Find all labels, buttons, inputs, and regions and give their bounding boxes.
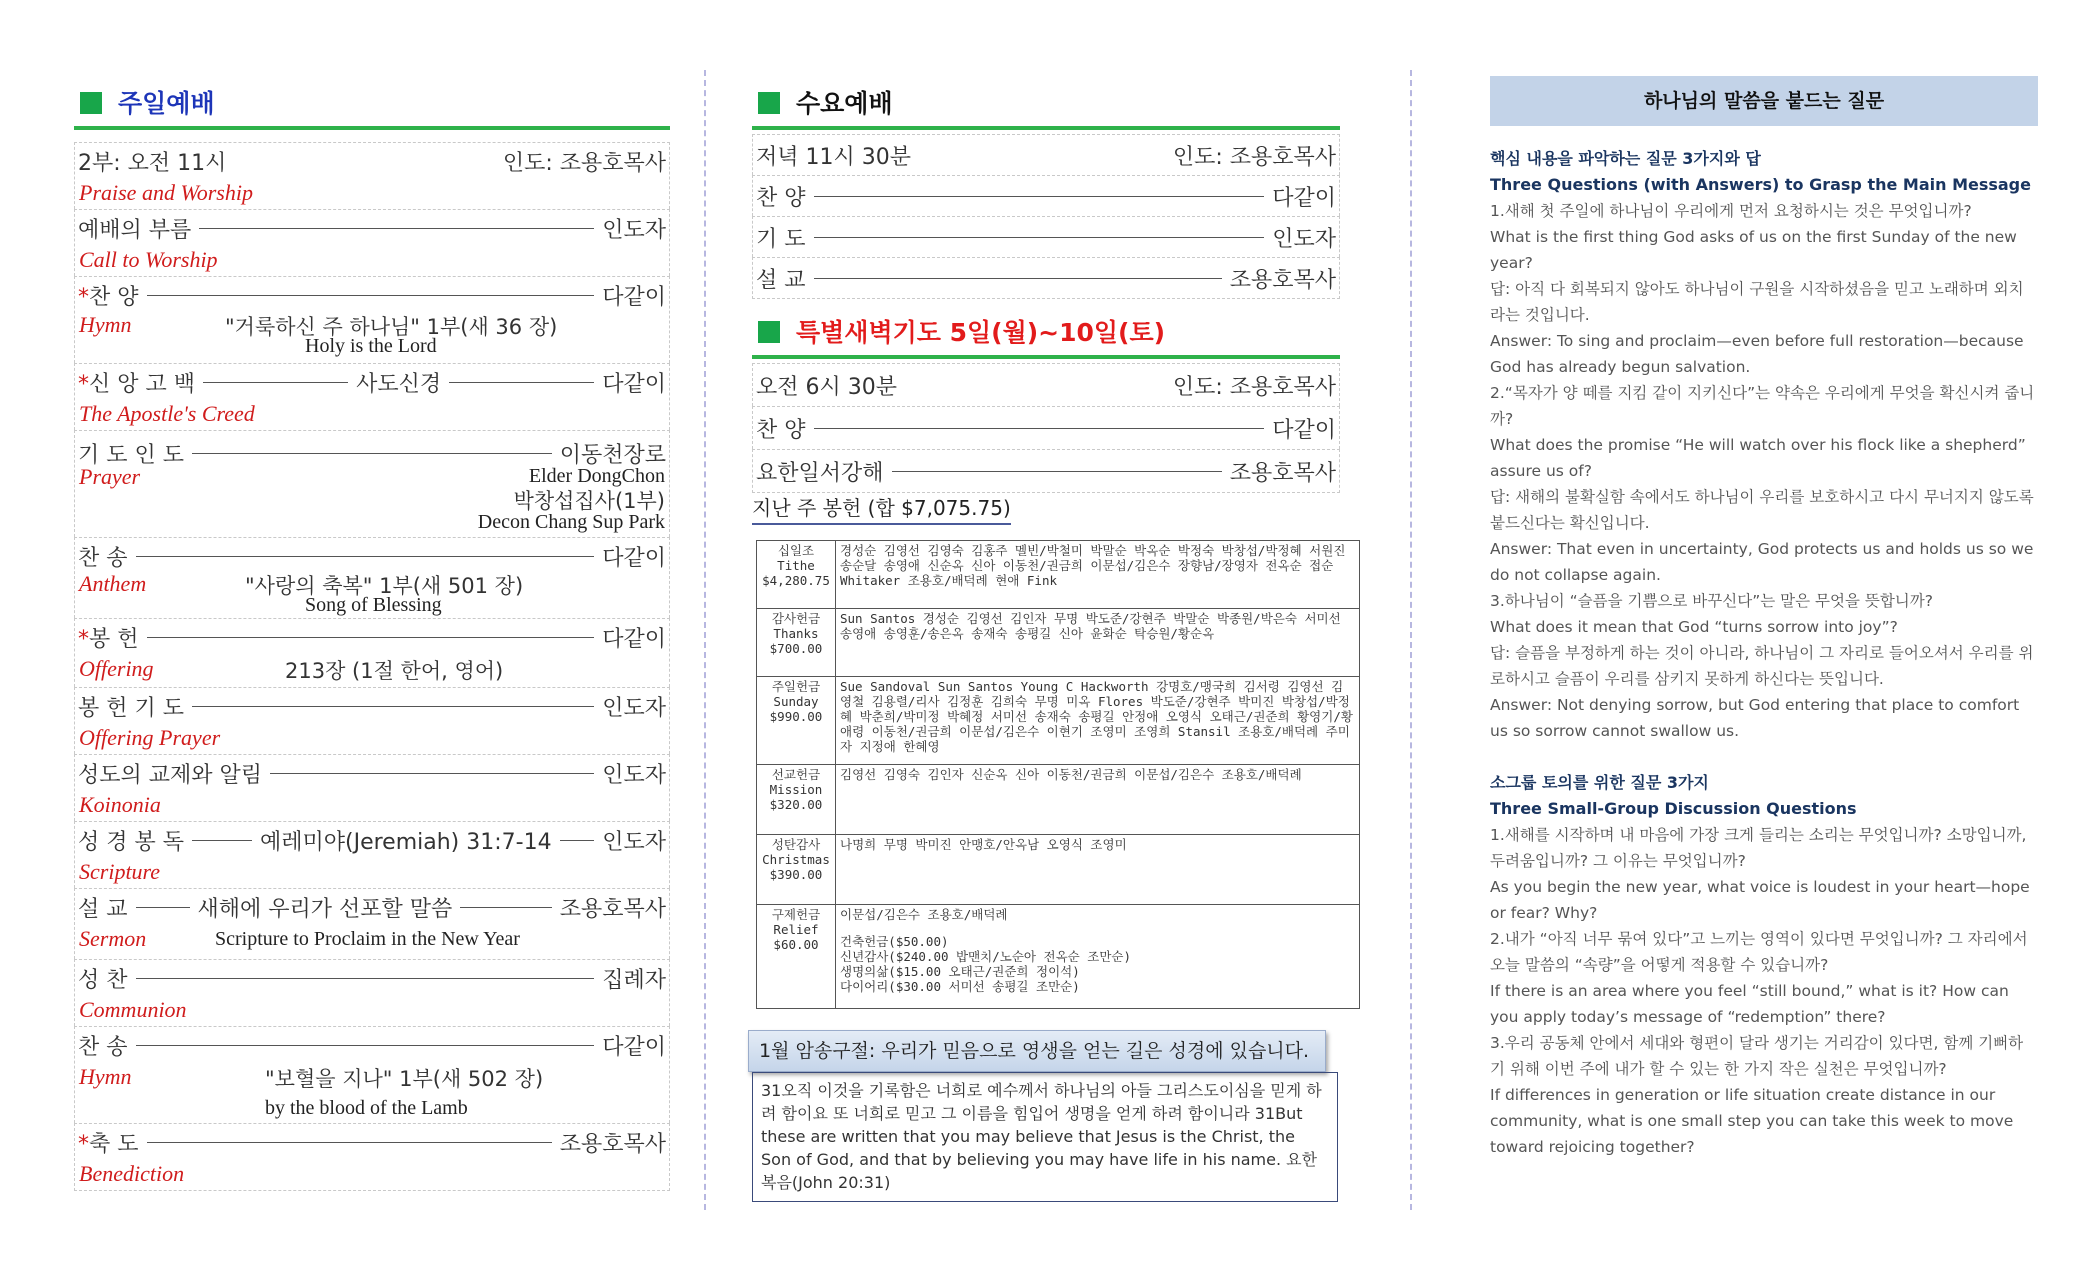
memory-verse-banner: 1월 암송구절: 우리가 믿음으로 영생을 얻는 길은 성경에 있습니다.	[748, 1030, 1326, 1072]
sunday-service	[74, 82, 670, 1191]
item-leader: 인도자	[602, 695, 666, 721]
green-square-icon	[758, 92, 780, 114]
item-leader: 다같이	[1272, 417, 1336, 443]
category-en: Mission	[769, 782, 823, 797]
service-time: 2부: 오전 11시	[78, 150, 227, 176]
green-square-icon	[758, 321, 780, 343]
item-label: 성도의 교제와 알림	[78, 762, 263, 788]
answer-text: Answer: To sing and proclaim—even before full restoration—because God has already begun salvation.	[1490, 332, 2024, 376]
table-row	[757, 541, 1360, 609]
wednesday-order	[752, 134, 1340, 299]
core-questions-title-ko: 핵심 내용을 파악하는 질문 3가지와 답	[1490, 149, 1761, 168]
item-english: Scripture	[79, 859, 161, 884]
item-label: 예배의 부름	[78, 217, 192, 243]
sermon-title-english: Scripture to Proclaim in the New Year	[215, 928, 520, 950]
offering-hymn: 213장 (1절 한어, 영어)	[285, 659, 504, 683]
standing-marker: *	[78, 284, 89, 310]
item-leader: 다같이	[602, 626, 666, 652]
item-leader: 조용호목사	[559, 896, 666, 922]
question-text: What does it mean that God “turns sorrow into joy”?	[1490, 618, 1898, 636]
service-leader: 인도: 조용호목사	[1172, 144, 1336, 170]
donor-names: Sue Sandoval Sun Santos Young C Hackworth 강명호/맹국희 김서령 김영선 김영철 김용렬/리사 김정훈 김희숙 무명 미옥 Flores 박도준/강현주 박미진 박창섭/박정혜 박춘희/박미정 박혜정 서미선 송재숙 송평길 안정애 오영식 오태근/권준희 황영기/황애령 이동천/권금희 이문섭/김은수 이현기 조영미 조영희 Stansil 조용호/배덕례 주미자 지정애 한혜영	[836, 677, 1360, 765]
service-time: 오전 6시 30분	[756, 374, 897, 400]
standing-marker: *	[78, 1131, 89, 1157]
item-label: 설 교	[756, 267, 806, 293]
category-amount: $320.00	[769, 797, 823, 812]
discussion-question: 1.새해를 시작하며 내 마음에 가장 크게 들리는 소리는 무엇입니까? 소망입니까, 두려움입니까? 그 이유는 무엇입니까?	[1490, 826, 2027, 870]
column-divider	[704, 70, 706, 1210]
category-amount: $4,280.75	[762, 573, 830, 588]
item-english: The Apostle's Creed	[79, 401, 255, 426]
item-label: 요한일서강해	[756, 460, 884, 486]
question-text: 2.“목자가 양 떼를 지킴 같이 지키신다”는 약속은 우리에게 무엇을 확신시켜 줍니까?	[1490, 384, 2035, 428]
item-label: 찬 양	[756, 185, 806, 211]
worship-row	[74, 1123, 670, 1191]
donor-names: 이문섭/김은수 조용호/배덕례	[840, 907, 1008, 922]
item-label: 설 교	[78, 896, 128, 922]
offering-table	[756, 540, 1360, 1009]
discussion-question: 2.내가 “아직 너무 묶여 있다”고 느끼는 영역이 있다면 무엇입니까? 그 자리에서 오늘 말씀의 “속량”을 어떻게 적용할 수 있습니까?	[1490, 930, 2028, 974]
core-questions-title-en: Three Questions (with Answers) to Grasp the Main Message	[1490, 175, 2031, 194]
item-label: 축 도	[89, 1131, 139, 1157]
questions-column	[1490, 76, 2038, 1160]
discussion-question: 3.우리 공동체 안에서 세대와 형편이 달라 생기는 거리감이 있다면, 함께 기뻐하기 위해 이번 주에 내가 할 수 있는 한 가지 작은 실천은 무엇입니까?	[1490, 1034, 2024, 1078]
discussion-question: If differences in generation or life situation create distance in our community, what is one small step you can take this week to move toward rejoicing together?	[1490, 1086, 2014, 1156]
table-row	[757, 835, 1360, 905]
item-english: Hymn	[79, 1064, 132, 1089]
item-english: Offering Prayer	[79, 725, 221, 750]
item-label: 찬 송	[78, 545, 128, 571]
category-en: Thanks	[773, 626, 819, 641]
category-ko: 감사헌금	[771, 611, 821, 626]
worship-row	[74, 363, 670, 430]
item-label: 성 경 봉 독	[78, 829, 184, 855]
table-row	[757, 765, 1360, 835]
prayer-leader-english: Elder DongChon	[528, 465, 665, 487]
answer-text: 답: 슬픔을 부정하게 하는 것이 아니라, 하나님이 그 자리로 들어오셔서 우리를 위로하시고 슬픔이 우리를 삼키지 못하게 하신다는 뜻입니다.	[1490, 644, 2034, 688]
category-amount: $60.00	[773, 937, 819, 952]
category-ko: 선교헌금	[771, 767, 821, 782]
hymn-title-english: Holy is the Lord	[305, 335, 437, 357]
dawn-prayer-header	[752, 311, 1340, 359]
item-leader: 조용호목사	[559, 1131, 666, 1157]
category-en: Sunday	[773, 694, 819, 709]
item-leader: 집례자	[602, 967, 666, 993]
item-english: Sermon	[79, 926, 147, 951]
item-leader: 인도자	[602, 829, 666, 855]
item-leader: 다같이	[1272, 185, 1336, 211]
item-leader: 조용호목사	[1229, 460, 1336, 486]
item-leader: 이동천장로	[559, 442, 666, 468]
sunday-title: 주일예배	[118, 89, 215, 118]
discussion-question: As you begin the new year, what voice is loudest in your heart—hope or fear? Why?	[1490, 878, 2030, 922]
category-ko: 구제헌금	[771, 907, 821, 922]
donor-names: 경성순 김영선 김영숙 김홍주 멜빈/박철미 박말순 박옥순 박정숙 박창섭/박정혜 서원진 송순달 송영애 신순옥 신아 이동천/권금희 이문섭/김은수 장향남/장영자 전옥순 접순 Whitaker 조용호/배덕례 현애 Fink	[836, 541, 1360, 609]
worship-row	[74, 142, 670, 209]
item-english: Prayer	[79, 464, 141, 489]
item-english: Offering	[79, 656, 154, 681]
closing-hymn-title: "보혈을 지나" 1부(새 502 장)	[265, 1067, 544, 1091]
donor-names: 나명희 무명 박미진 안맹호/안옥남 오영식 조영미	[836, 835, 1360, 905]
prayer-leader-2: 박창섭집사(1부)	[513, 489, 665, 513]
worship-row	[74, 618, 670, 687]
item-leader: 다같이	[602, 371, 666, 397]
table-row	[757, 609, 1360, 677]
category-en: Relief	[773, 922, 819, 937]
item-label: 성 찬	[78, 967, 128, 993]
donor-names: 김영선 김영숙 김인자 신순옥 신아 이동천/권금희 이문섭/김은수 조용호/배덕례	[836, 765, 1360, 835]
item-english: Call to Worship	[79, 247, 218, 272]
prayer-leader-2-english: Decon Chang Sup Park	[477, 511, 665, 533]
table-row	[757, 677, 1360, 765]
item-label: 봉 헌	[89, 626, 139, 652]
item-leader: 다같이	[602, 545, 666, 571]
worship-row	[74, 687, 670, 754]
small-group-title-ko: 소그룹 토의를 위한 질문 3가지	[1490, 773, 1709, 792]
item-leader: 인도자	[602, 217, 666, 243]
category-amount: $700.00	[769, 641, 823, 656]
item-english: Koinonia	[79, 792, 161, 817]
sermon-title: 새해에 우리가 선포할 말씀	[197, 896, 453, 922]
anthem-title: "사랑의 축복" 1부(새 501 장)	[245, 574, 524, 598]
category-amount: $390.00	[769, 867, 823, 882]
item-label: 기 도	[756, 226, 806, 252]
item-leader: 인도자	[1272, 226, 1336, 252]
hymn-title: "거룩하신 주 하나님" 1부(새 36 장)	[225, 315, 558, 339]
item-leader: 인도자	[602, 762, 666, 788]
worship-row	[74, 821, 670, 888]
green-square-icon	[80, 92, 102, 114]
midweek-column	[752, 82, 1340, 520]
item-leader: 조용호목사	[1229, 267, 1336, 293]
table-row	[757, 905, 1360, 1009]
question-text: 3.하나님이 “슬픔을 기쁨으로 바꾸신다”는 말은 무엇을 뜻합니까?	[1490, 592, 1933, 610]
worship-row	[74, 537, 670, 618]
item-label: 기 도 인 도	[78, 442, 184, 468]
standing-marker: *	[78, 626, 89, 652]
questions-header: 하나님의 말씀을 붙드는 질문	[1490, 76, 2038, 126]
answer-text: 답: 아직 다 회복되지 않아도 하나님이 구원을 시작하셨음을 믿고 노래하며 외치라는 것입니다.	[1490, 280, 2024, 324]
worship-row	[74, 276, 670, 363]
worship-row	[74, 430, 670, 537]
order-of-worship	[74, 142, 670, 1191]
question-text: 1.새해 첫 주일에 하나님이 우리에게 먼저 요청하시는 것은 무엇입니까?	[1490, 202, 1972, 220]
worship-row	[74, 1026, 670, 1123]
scripture-reference: 예레미야(Jeremiah) 31:7-14	[260, 829, 552, 855]
column-divider	[1410, 70, 1412, 1210]
item-label: 찬 양	[89, 284, 139, 310]
dawn-prayer-order	[752, 363, 1340, 493]
item-label: 신 앙 고 백	[89, 371, 195, 397]
item-english: Anthem	[79, 571, 147, 596]
category-en: Tithe	[777, 558, 815, 573]
category-amount: $990.00	[769, 709, 823, 724]
category-en: Christmas	[762, 852, 830, 867]
sunday-header	[74, 82, 670, 130]
category-ko: 성탄감사	[771, 837, 821, 852]
worship-row	[74, 754, 670, 821]
question-text: What does the promise “He will watch over his flock like a shepherd” assure us of?	[1490, 436, 2026, 480]
closing-hymn-english: by the blood of the Lamb	[265, 1097, 468, 1119]
item-english: Communion	[79, 997, 187, 1022]
category-ko: 십일조	[777, 543, 815, 558]
answer-text: Answer: Not denying sorrow, but God entering that place to comfort us so sorrow cannot swallow us.	[1490, 696, 2020, 740]
special-offering: 건축헌금($50.00)	[840, 934, 949, 949]
item-label: 찬 송	[78, 1034, 128, 1060]
item-label: 찬 양	[756, 417, 806, 443]
answer-text: 답: 새해의 불확실함 속에서도 하나님이 우리를 보호하시고 다시 무너지지 않도록 붙드신다는 확신입니다.	[1490, 488, 2034, 532]
item-leader: 다같이	[602, 284, 666, 310]
donor-names: Sun Santos 경성순 김영선 김인자 무명 박도준/강현주 박말순 박종원/박은숙 서미선 송영애 송영훈/송은옥 송재숙 송평길 신아 윤화순 탁승원/황순옥	[836, 609, 1360, 677]
special-offering: 생명의삶($15.00 오태근/권준희 정이석)	[840, 964, 1080, 979]
category-ko: 주일헌금	[771, 679, 821, 694]
worship-row	[74, 959, 670, 1026]
special-offering: 신년감사($240.00 밥맨치/노순아 전옥순 조만순)	[840, 949, 1132, 964]
worship-row	[74, 209, 670, 276]
dawn-prayer-title: 특별새벽기도 5일(월)~10일(토)	[796, 318, 1166, 347]
service-time: 저녁 11시 30분	[756, 144, 911, 170]
wednesday-header	[752, 82, 1340, 130]
wednesday-title: 수요예배	[796, 89, 893, 118]
worship-row	[74, 888, 670, 959]
item-english: Benediction	[79, 1161, 185, 1186]
answer-text: Answer: That even in uncertainty, God protects us and holds us so we do not collapse again.	[1490, 540, 2034, 584]
small-group-title-en: Three Small-Group Discussion Questions	[1490, 799, 1857, 818]
special-offering: 다이어리($30.00 서미선 송평길 조만순)	[840, 979, 1080, 994]
anthem-title-english: Song of Blessing	[305, 594, 442, 616]
memory-verse-text: 31오직 이것을 기록함은 너희로 예수께서 하나님의 아들 그리스도이심을 믿게 하려 함이요 또 너희로 믿고 그 이름을 힘입어 생명을 얻게 하려 함이니라 31But these are written that you may believe that Jesus is the Christ, the Son of God, and that by believing you may have life in his name. 요한복음(John 20:31)	[752, 1072, 1338, 1202]
standing-marker: *	[78, 371, 89, 397]
item-detail: 사도신경	[356, 371, 442, 397]
question-text: What is the first thing God asks of us on the first Sunday of the new year?	[1490, 228, 2017, 272]
discussion-question: If there is an area where you feel “still bound,” what is it? How can you apply today’s message of “redemption” there?	[1490, 982, 2009, 1026]
service-leader: 인도: 조용호목사	[502, 150, 666, 176]
item-label: 봉 헌 기 도	[78, 695, 184, 721]
item-english: Praise and Worship	[79, 180, 253, 205]
item-english: Hymn	[79, 312, 132, 337]
item-leader: 다같이	[602, 1034, 666, 1060]
service-leader: 인도: 조용호목사	[1172, 374, 1336, 400]
offering-title: 지난 주 봉헌 (합 $7,075.75)	[752, 492, 1011, 525]
